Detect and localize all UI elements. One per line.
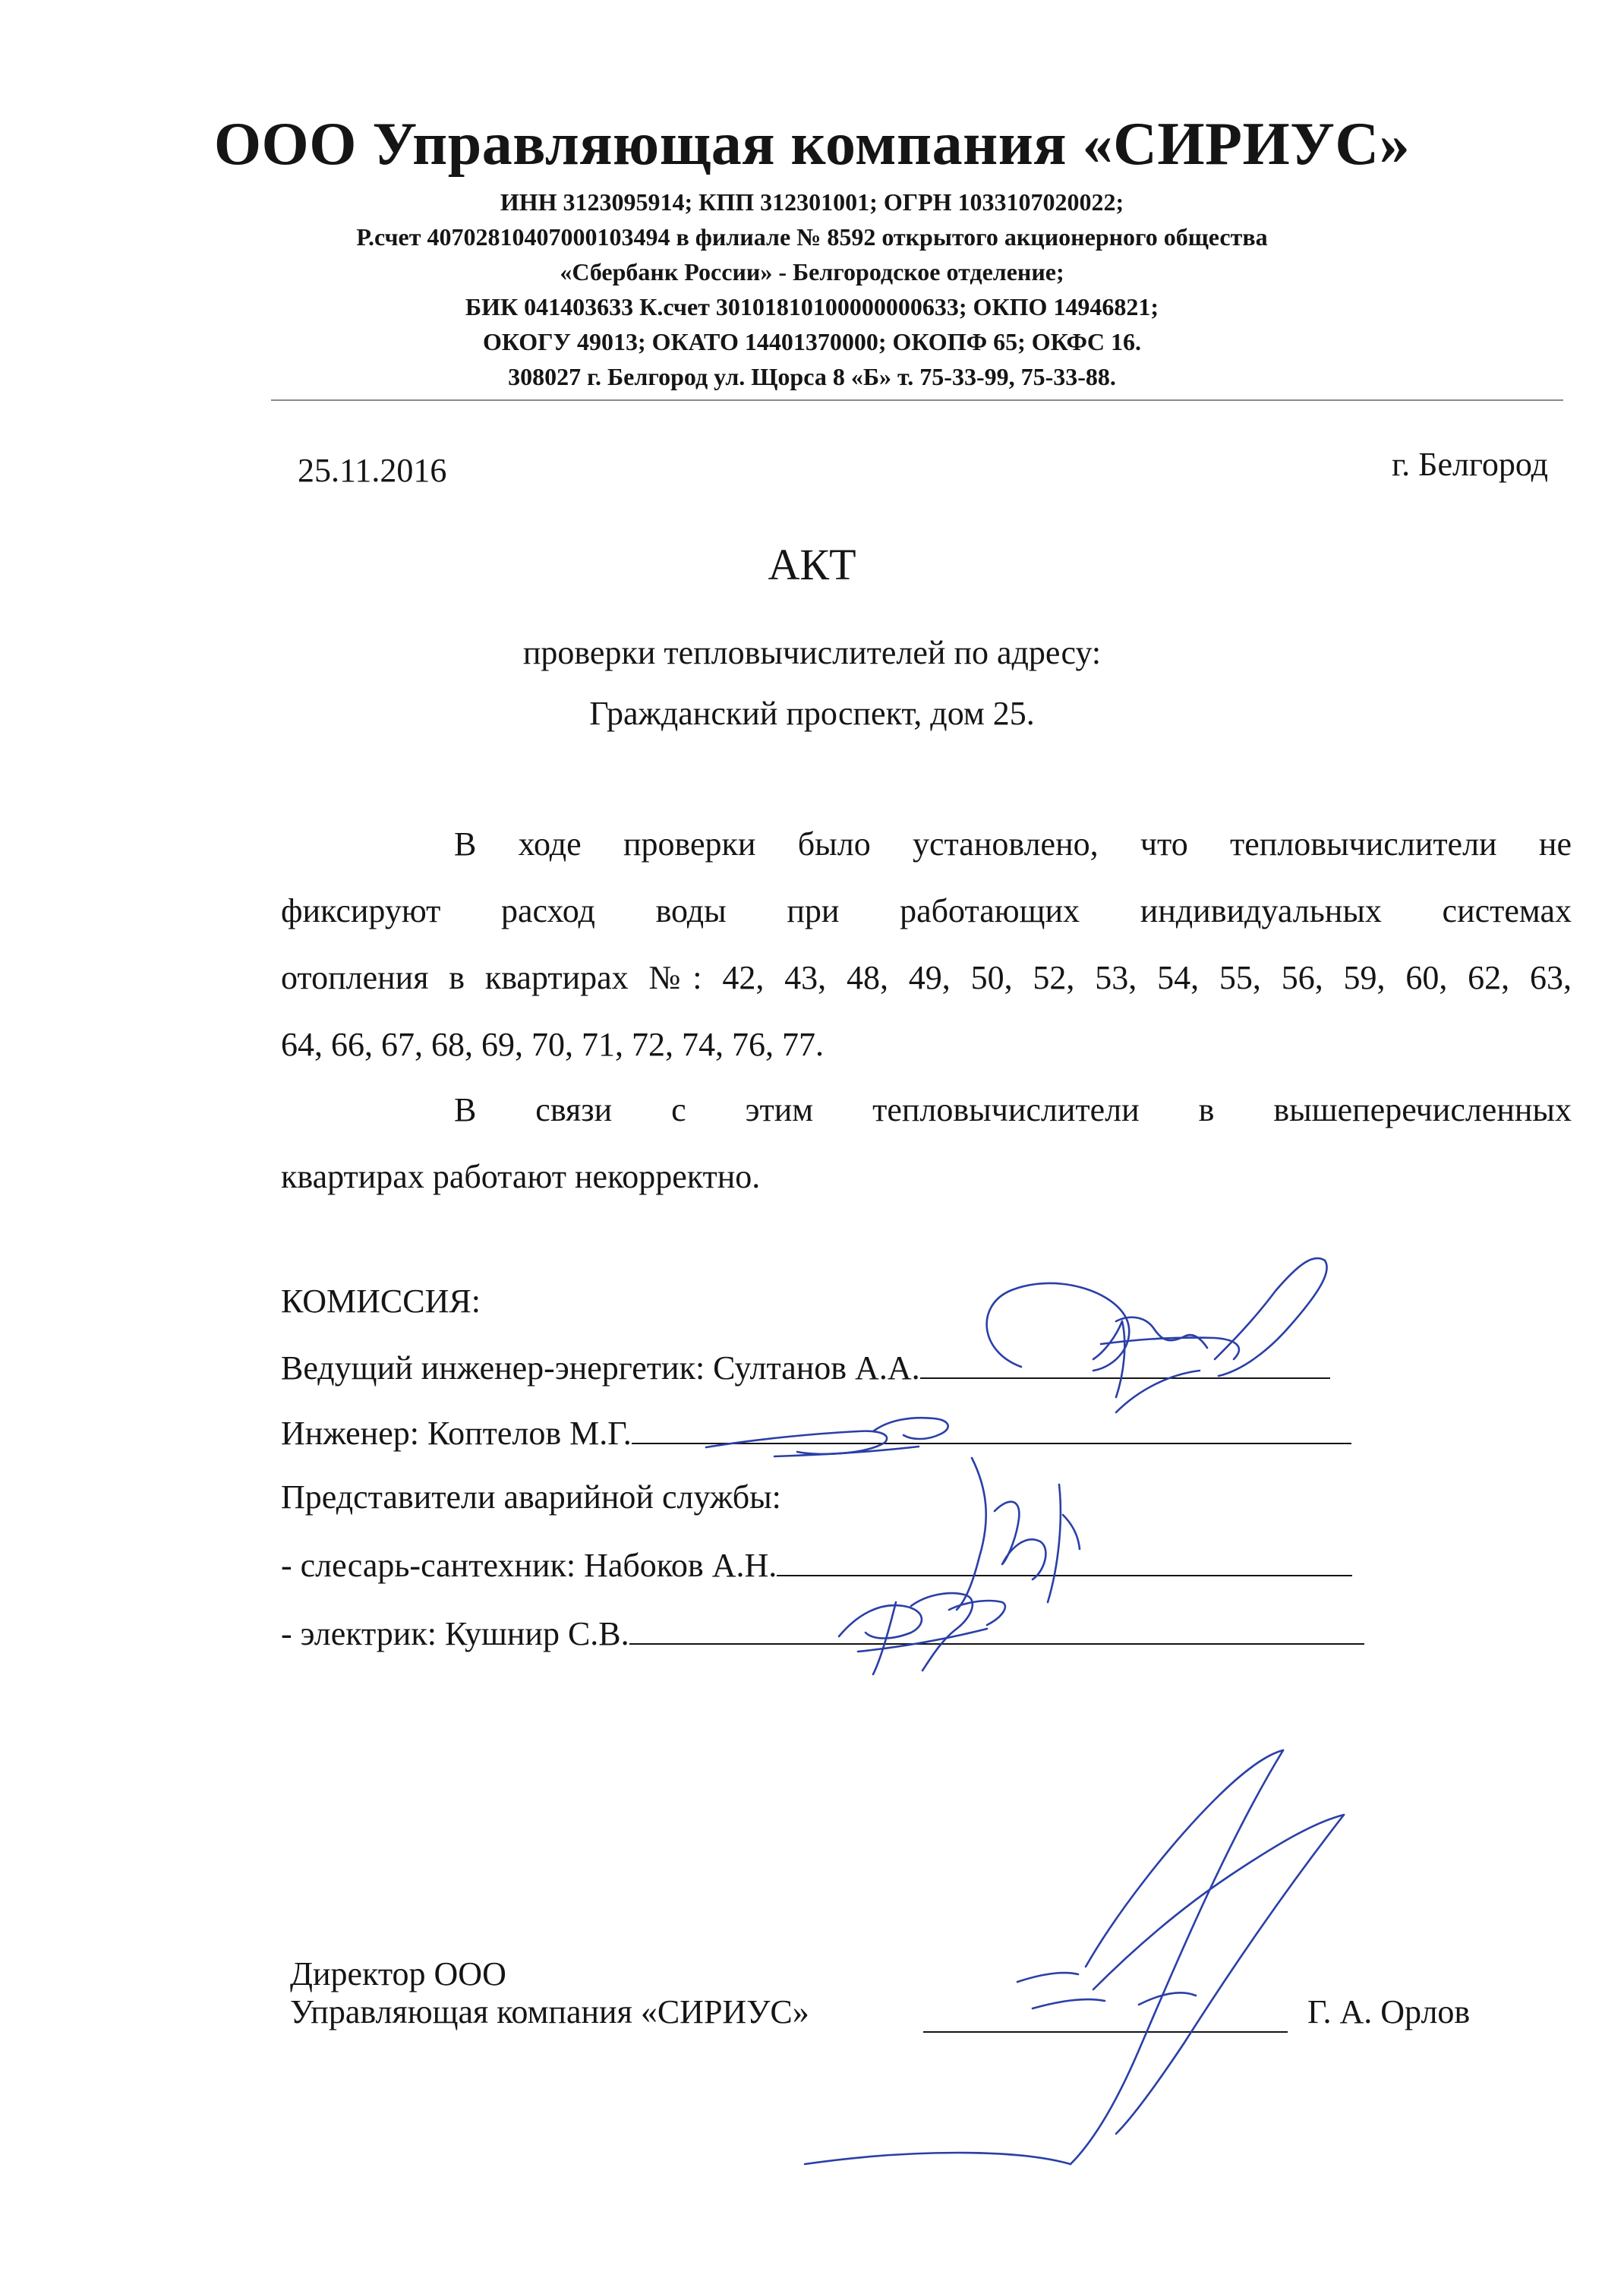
signature-line bbox=[777, 1544, 1352, 1576]
signature-sultanov bbox=[987, 1258, 1327, 1412]
paragraph-1-line-1: В ходе проверки было установлено, что тепловычислители не bbox=[454, 825, 1572, 863]
emergency-service-heading bbox=[281, 1478, 781, 1517]
company-name: ООО Управляющая компания «СИРИУС» bbox=[213, 111, 1411, 178]
document-date: 25.11.2016 bbox=[298, 452, 447, 489]
signature-line bbox=[629, 1613, 1364, 1645]
document-city: г. Белгород bbox=[1392, 446, 1548, 483]
member-kushnir-text: - электрик: Кушнир С.В. bbox=[281, 1615, 629, 1652]
member-koptelov bbox=[281, 1412, 1351, 1453]
paragraph-2-line-2: квартирах работают некорректно. bbox=[281, 1158, 761, 1195]
requisites-line-4: БИК 041403633 К.счет 30101810100000000633; ОКПО 14946821; bbox=[465, 293, 1159, 320]
signature-line bbox=[632, 1412, 1351, 1444]
emergency-service-text: Представители аварийной службы: bbox=[281, 1478, 781, 1516]
member-sultanov-text: Ведущий инженер-энергетик: Султанов А.А. bbox=[281, 1349, 920, 1387]
act-title: АКТ bbox=[768, 540, 856, 589]
paragraph-2-line-1: В связи с этим тепловычислители в вышеперечисленных bbox=[454, 1091, 1572, 1128]
paragraph-1-line-3: отопления в квартирах №: 42, 43, 48, 49, 50, 52, 53, 54, 55, 56, 59, 60, 62, 63, bbox=[281, 959, 1572, 996]
requisites-line-1: ИНН 3123095914; КПП 312301001; ОГРН 1033107020022; bbox=[500, 188, 1124, 216]
requisites-line-3: «Сбербанк России» - Белгородское отделение; bbox=[560, 258, 1064, 286]
signature-line bbox=[920, 1347, 1330, 1379]
act-address: Гражданский проспект, дом 25. bbox=[589, 695, 1035, 732]
signature-nabokov bbox=[957, 1458, 1080, 1610]
requisites-line-5: ОКОГУ 49013; ОКАТО 14401370000; ОКОПФ 65; ОКФС 16. bbox=[482, 328, 1142, 355]
director-title-line-2: Управляющая компания «СИРИУС» bbox=[290, 1993, 809, 2030]
member-koptelov-text: Инженер: Коптелов М.Г. bbox=[281, 1415, 632, 1452]
requisites-line-6: 308027 г. Белгород ул. Щорса 8 «Б» т. 75-33-99, 75-33-88. bbox=[508, 363, 1116, 390]
director-title-line-1: Директор ООО bbox=[290, 1955, 506, 1992]
commission-heading: КОМИССИЯ: bbox=[281, 1283, 481, 1320]
signature-director bbox=[805, 1750, 1344, 2164]
act-subtitle: проверки тепловычислителей по адресу: bbox=[522, 634, 1102, 671]
letterhead-divider bbox=[271, 399, 1563, 401]
requisites-line-2: Р.счет 40702810407000103494 в филиале № 8592 открытого акционерного общества bbox=[356, 223, 1268, 251]
director-name: Г. А. Орлов bbox=[1307, 1993, 1471, 2030]
paragraph-1-line-2: фиксируют расход воды при работающих индивидуальных системах bbox=[281, 892, 1572, 929]
member-nabokov bbox=[281, 1544, 1352, 1585]
member-nabokov-text: - слесарь-сантехник: Набоков А.Н. bbox=[281, 1547, 777, 1584]
director-signature-line bbox=[923, 2031, 1288, 2033]
paragraph-1-line-4: 64, 66, 67, 68, 69, 70, 71, 72, 74, 76, 77. bbox=[281, 1026, 824, 1063]
member-kushnir bbox=[281, 1613, 1364, 1654]
member-sultanov bbox=[281, 1347, 1330, 1388]
